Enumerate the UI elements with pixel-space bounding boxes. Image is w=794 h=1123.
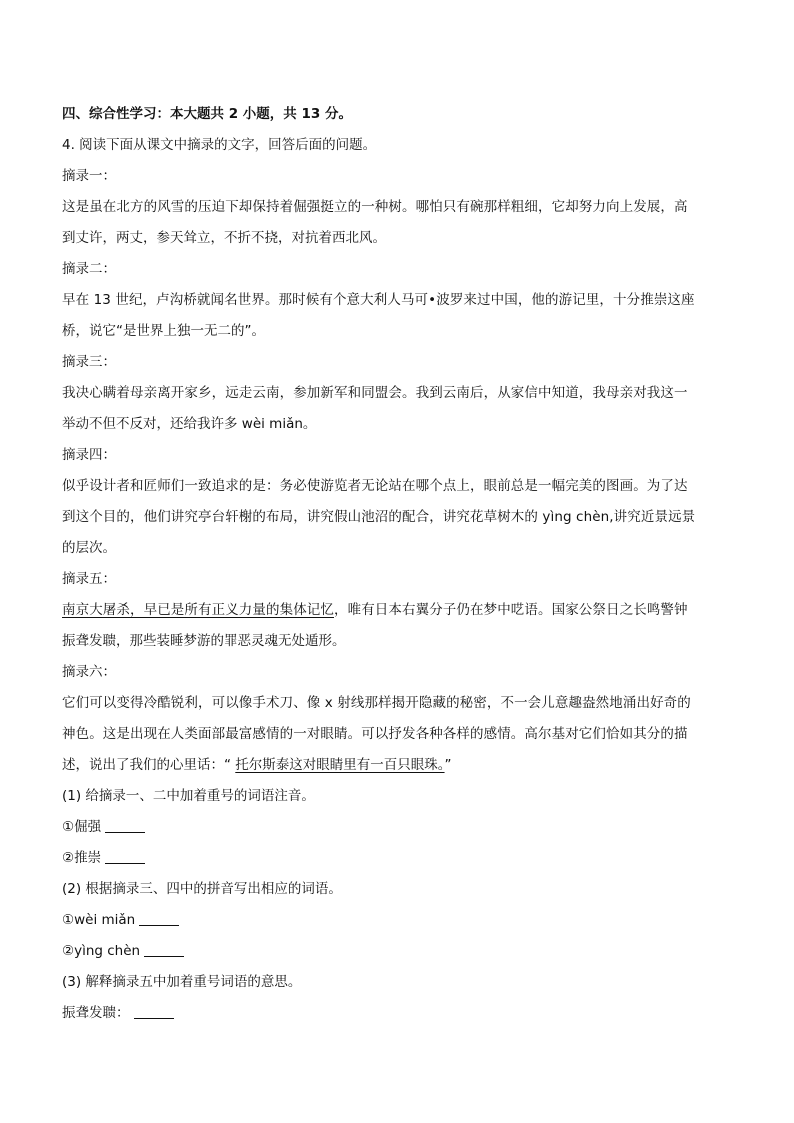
- answer-label: ②yìng chèn: [62, 943, 141, 959]
- excerpt-line: [62, 750, 732, 781]
- excerpt-line: 似乎设计者和匠师们一致追求的是：务必使游览者无论站在哪个点上，眼前总是一幅完美的图画。为了达: [62, 478, 688, 494]
- answer-blank[interactable]: [105, 818, 145, 833]
- answer-item: [62, 998, 732, 1029]
- underlined-text: 南京大屠杀，早已是所有正义力量的集体记忆: [62, 602, 334, 618]
- excerpt-line: 神色。这是出现在人类面部最富感情的一对眼睛。可以抒发各种各样的感情。高尔基对它们恰如其分的描: [62, 726, 688, 742]
- excerpt-label: 摘录五：: [62, 571, 116, 587]
- answer-blank[interactable]: [144, 942, 184, 957]
- excerpt-label: 摘录六：: [62, 664, 116, 680]
- answer-blank[interactable]: [134, 1004, 174, 1019]
- answer-item: [62, 812, 732, 843]
- question-prompt: (3) 解释摘录五中加着重号词语的意思。: [62, 974, 302, 990]
- excerpt-text: ，唯有日本右翼分子仍在梦中呓语。国家公祭日之长鸣警钟: [334, 602, 688, 618]
- answer-label: ①wèi miǎn: [62, 912, 136, 928]
- answer-blank[interactable]: [105, 849, 145, 864]
- excerpt-line: 桥，说它“是世界上独一无二的”。: [62, 323, 265, 339]
- document-content: [62, 99, 732, 1029]
- section-heading: 四、综合性学习：本大题共 2 小题，共 13 分。: [62, 106, 352, 122]
- excerpt-line: 到这个目的，他们讲究亭台轩榭的布局，讲究假山池沼的配合，讲究花草树木的 yìng chèn,讲究近景远景: [62, 509, 696, 525]
- excerpt-label: 摘录一：: [62, 168, 116, 184]
- answer-label: 振聋发聩：: [62, 1005, 130, 1021]
- answer-item: [62, 905, 732, 936]
- excerpt-line: [62, 595, 732, 626]
- excerpt-label: 摘录四：: [62, 447, 116, 463]
- excerpt-line: 它们可以变得冷酷锐利，可以像手术刀、像 x 射线那样揭开隐藏的秘密，不一会儿意趣盎然地涌出好奇的: [62, 695, 691, 711]
- excerpt-line: 举动不但不反对，还给我许多 wèi miǎn。: [62, 416, 317, 432]
- answer-label: ①倔强: [62, 819, 102, 835]
- excerpt-line: 振聋发聩，那些装睡梦游的罪恶灵魂无处遁形。: [62, 633, 346, 649]
- excerpt-line: 这是虽在北方的风雪的压迫下却保持着倔强挺立的一种树。哪怕只有碗那样粗细，它却努力向上发展，高: [62, 199, 688, 215]
- question-intro: 4. 阅读下面从课文中摘录的文字，回答后面的问题。: [62, 137, 377, 153]
- answer-label: ②推崇: [62, 850, 102, 866]
- excerpt-line: 早在 13 世纪，卢沟桥就闻名世界。那时候有个意大利人马可•波罗来过中国，他的游记里，十分推崇这座: [62, 292, 695, 308]
- excerpt-line: 我决心瞒着母亲离开家乡，远走云南，参加新军和同盟会。我到云南后，从家信中知道，我母亲对我这一: [62, 385, 688, 401]
- question-prompt: (1) 给摘录一、二中加着重号的词语注音。: [62, 788, 315, 804]
- excerpt-line: 的层次。: [62, 540, 116, 556]
- excerpt-label: 摘录二：: [62, 261, 116, 277]
- underlined-text: 托尔斯泰这对眼睛里有一百只眼珠。: [235, 757, 445, 773]
- excerpt-label: 摘录三：: [62, 354, 116, 370]
- answer-item: [62, 843, 732, 874]
- excerpt-text: 述，说出了我们的心里话：“: [62, 757, 236, 773]
- answer-item: [62, 936, 732, 967]
- excerpt-line: 到丈许，两丈，参天耸立，不折不挠，对抗着西北风。: [62, 230, 386, 246]
- excerpt-text: ”: [444, 757, 452, 773]
- answer-blank[interactable]: [139, 911, 179, 926]
- question-prompt: (2) 根据摘录三、四中的拼音写出相应的词语。: [62, 881, 342, 897]
